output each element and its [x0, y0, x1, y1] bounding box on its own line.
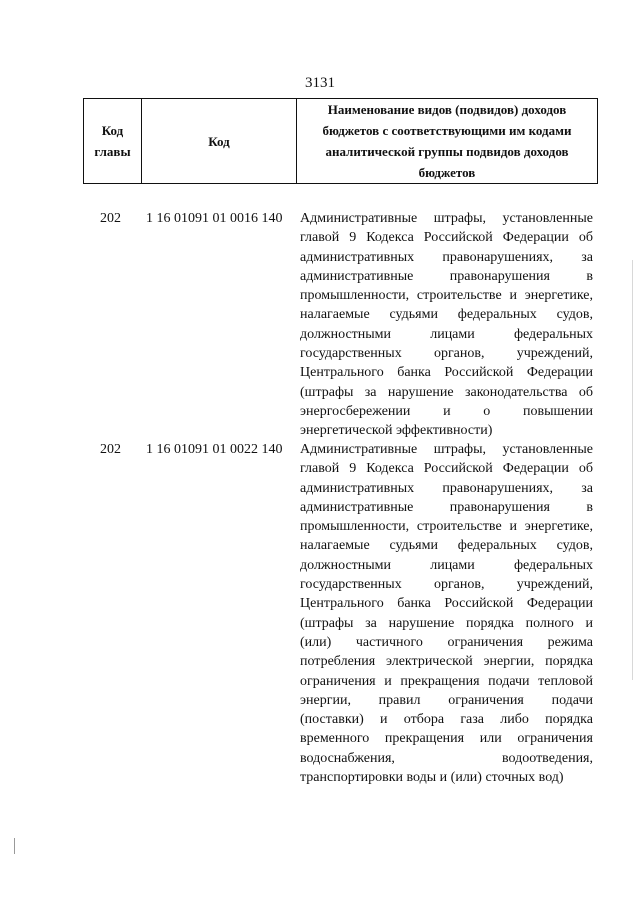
- description-line: должностными лицами федеральных: [300, 326, 593, 342]
- description-line: промышленности, строительстве и энергетике,: [300, 288, 593, 304]
- description-line: (поставки) и отбора газа либо порядка: [300, 712, 593, 728]
- description-line: административные правонарушения в: [300, 268, 593, 284]
- row-chapter-code: 202: [100, 442, 121, 457]
- row-income-code: 1 16 01091 01 0016 140: [146, 211, 283, 226]
- header-chapter-line: Код: [101, 123, 124, 138]
- row-chapter-code: 202: [100, 211, 121, 226]
- header-chapter-line: главы: [94, 144, 131, 159]
- description-line: государственных органов, учреждений,: [300, 346, 593, 362]
- description-line: ограничения и прекращения подачи тепловой: [300, 673, 593, 689]
- description-line: налагаемые судьями федеральных судов,: [300, 538, 593, 554]
- page-number: 3131: [305, 75, 335, 91]
- description-line: промышленности, строительстве и энергетике,: [300, 519, 593, 535]
- row-description: [300, 440, 593, 787]
- description-line: (или) частичного ограничения режима: [300, 634, 593, 650]
- description-line: энергосбережении и о повышении: [300, 403, 593, 419]
- description-line: государственных органов, учреждений,: [300, 577, 593, 593]
- description-line: энергетической эффективности): [300, 423, 493, 439]
- description-line: Административные штрафы, установленные: [300, 442, 593, 457]
- description-line: должностными лицами федеральных: [300, 557, 593, 573]
- description-line: потребления электрической энергии, порядка: [300, 654, 593, 670]
- description-line: временного прекращения или ограничения: [300, 731, 593, 747]
- description-line: Центрального банка Российской Федерации: [300, 365, 593, 381]
- description-line: (штрафы за нарушение законодательства об: [300, 384, 593, 400]
- table-header: [83, 98, 598, 184]
- description-line: административных правонарушениях, за: [300, 249, 593, 265]
- description-line: (штрафы за нарушение порядка полного и: [300, 615, 593, 631]
- description-line: транспортировки воды и (или) сточных вод): [300, 770, 564, 786]
- description-line: главой 9 Кодекса Российской Федерации об: [300, 461, 593, 477]
- row-income-code: 1 16 01091 01 0022 140: [146, 442, 283, 457]
- description-line: водоснабжения, водоотведения,: [300, 750, 593, 766]
- scan-edge-mark: [14, 838, 15, 854]
- header-name-line: Наименование видов (подвидов) доходов: [327, 102, 567, 117]
- description-line: главой 9 Кодекса Российской Федерации об: [300, 230, 593, 246]
- header-name-line: аналитической группы подвидов доходов: [325, 144, 569, 159]
- description-line: энергии, правил ограничения подачи: [300, 692, 593, 708]
- header-chapter-code: [84, 99, 142, 183]
- description-line: административные правонарушения в: [300, 499, 593, 515]
- header-name-line: бюджетов: [418, 165, 476, 180]
- header-name-line: бюджетов с соответствующими им кодами: [322, 123, 572, 138]
- description-line: административных правонарушениях, за: [300, 480, 593, 496]
- header-code: Код: [142, 99, 297, 183]
- description-line: Центрального банка Российской Федерации: [300, 596, 593, 612]
- header-name: [297, 99, 597, 183]
- scan-edge-mark: [632, 260, 633, 680]
- description-line: налагаемые судьями федеральных судов,: [300, 307, 593, 323]
- row-description: [300, 209, 593, 441]
- description-line: Административные штрафы, установленные: [300, 211, 593, 226]
